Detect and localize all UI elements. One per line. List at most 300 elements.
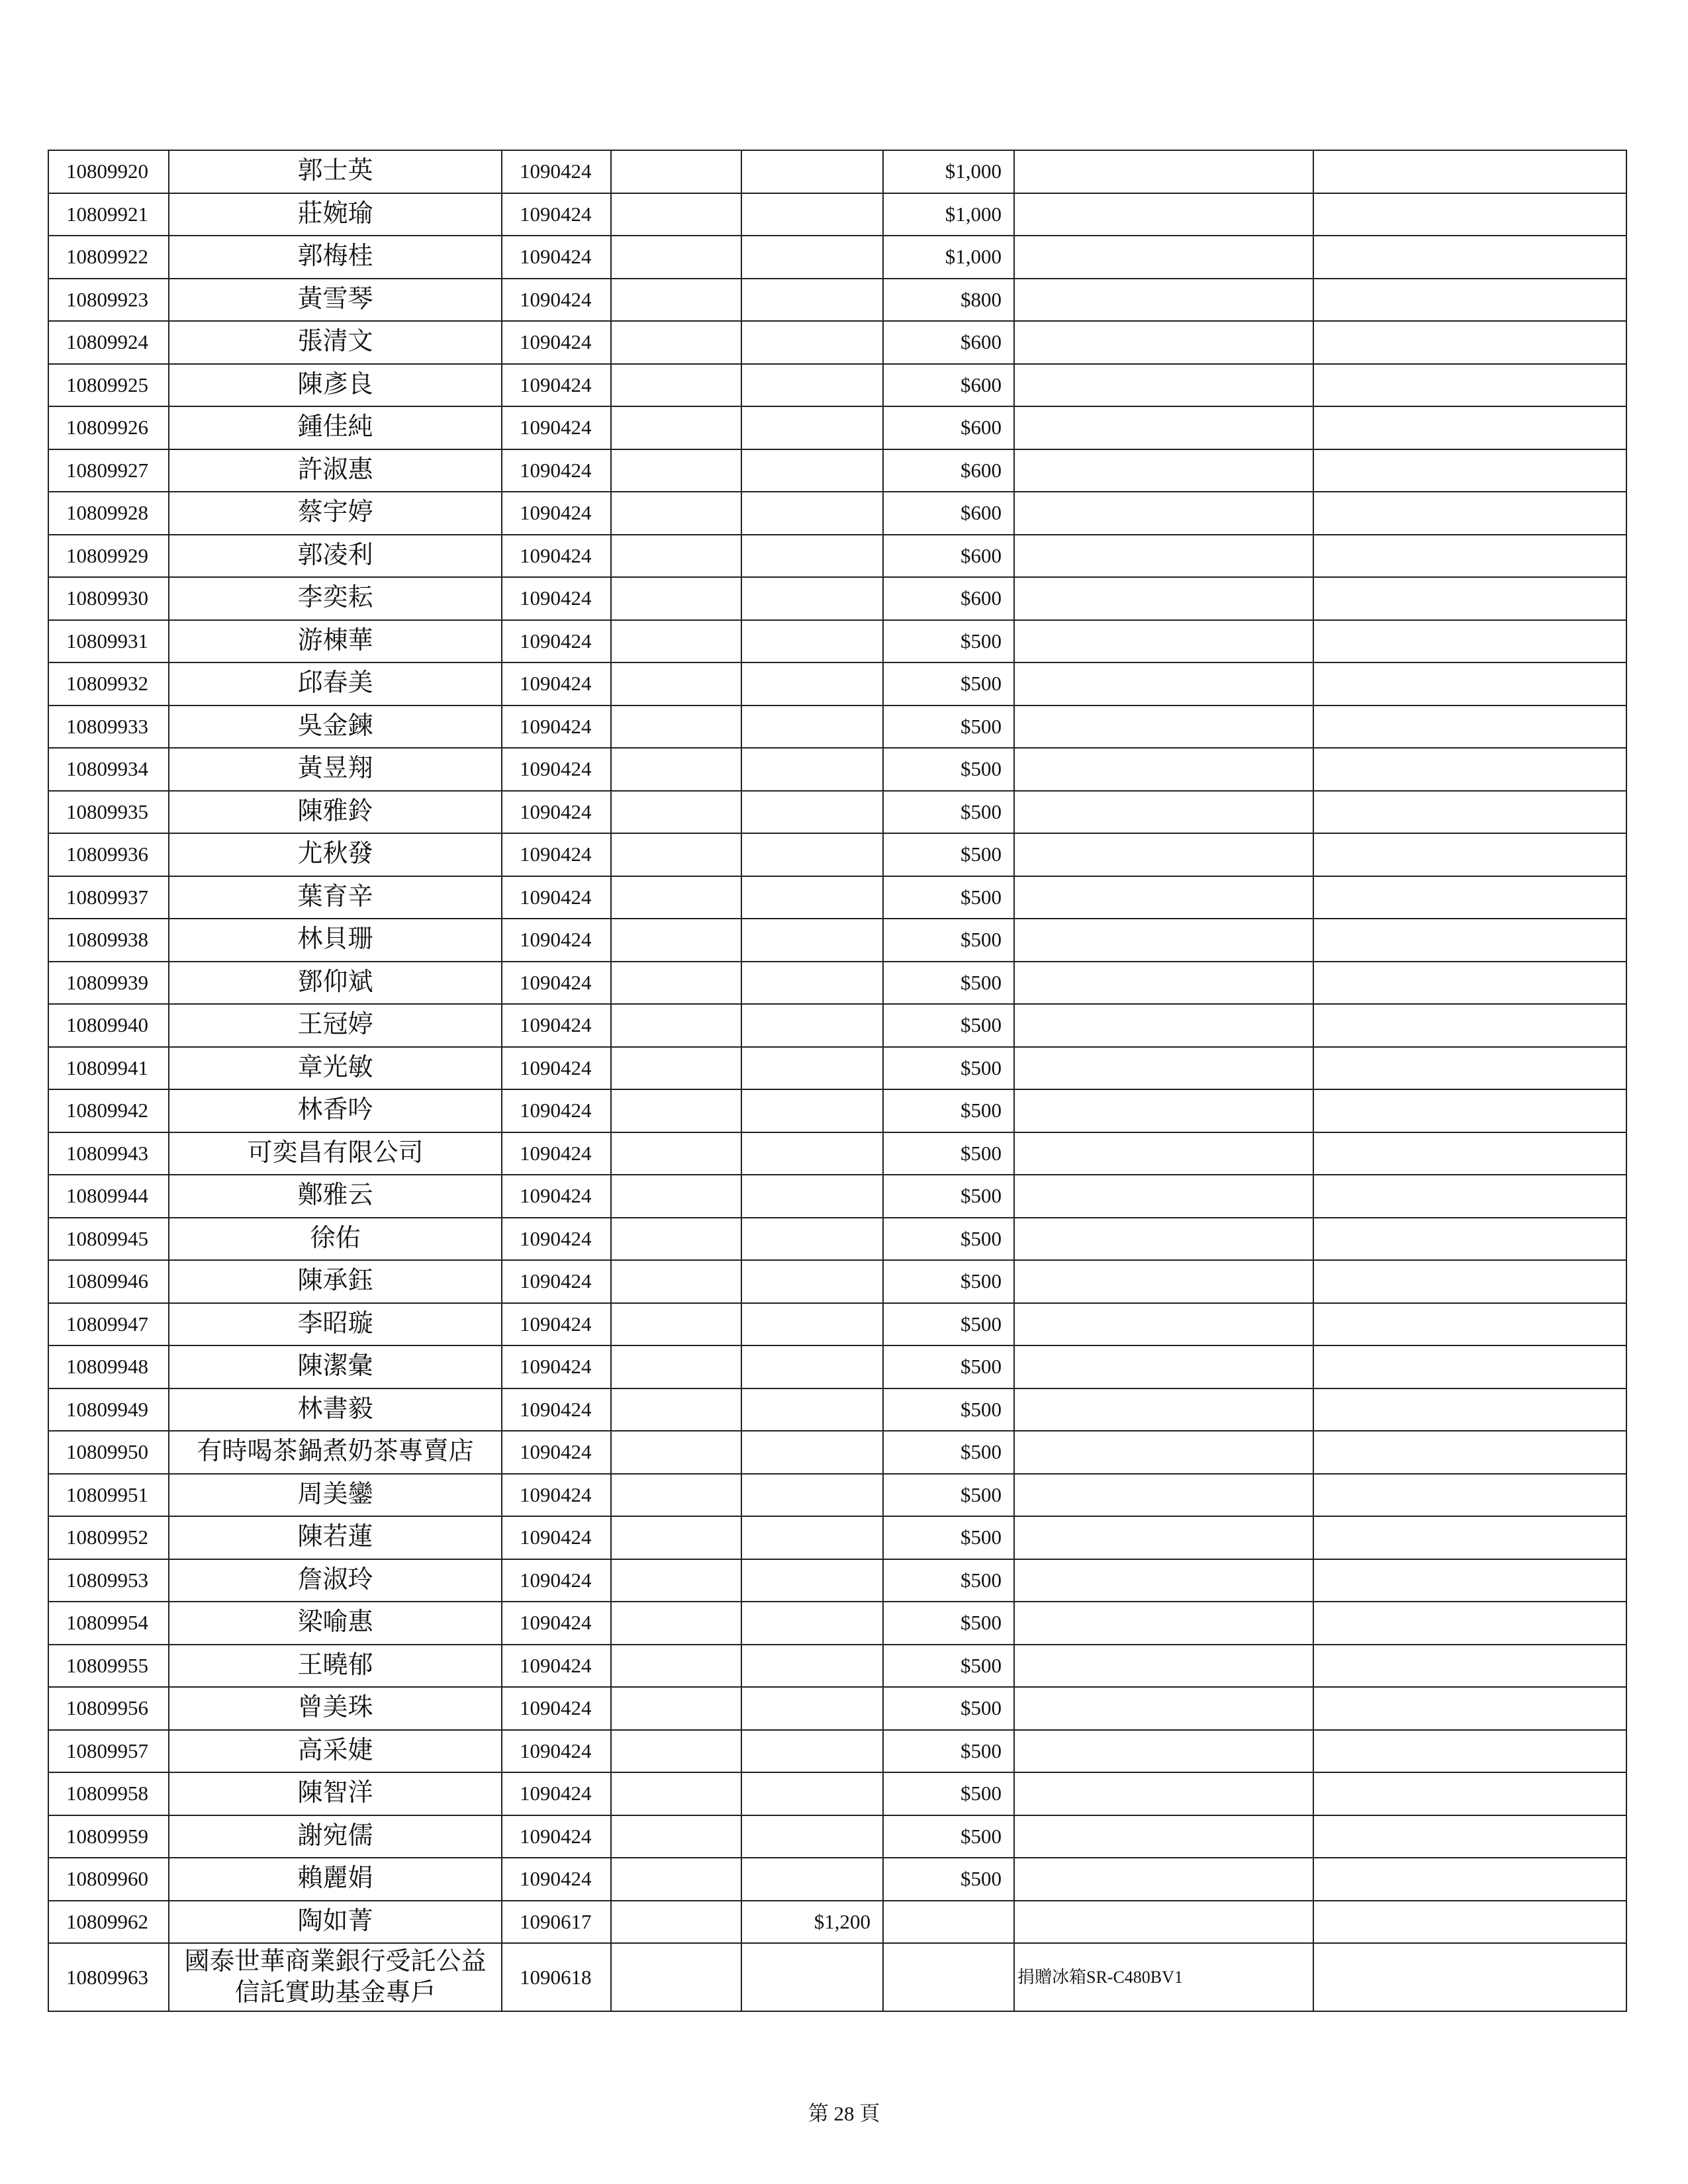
donor-name: 高采婕 — [169, 1730, 502, 1773]
donation-date: 1090424 — [502, 1559, 611, 1602]
empty-cell — [611, 1089, 741, 1132]
donation-date: 1090424 — [502, 705, 611, 749]
donation-date: 1090424 — [502, 577, 611, 620]
empty-cell — [1313, 1218, 1626, 1261]
donor-name: 李奕耘 — [169, 577, 502, 620]
donation-date: 1090424 — [502, 1516, 611, 1559]
donation-date: 1090424 — [502, 193, 611, 236]
empty-cell — [611, 193, 741, 236]
table-row — [48, 1474, 1626, 1517]
empty-cell — [1313, 876, 1626, 919]
empty-cell — [741, 1218, 883, 1261]
receipt-number: 10809955 — [48, 1645, 169, 1688]
empty-cell — [741, 1687, 883, 1730]
table-row — [48, 193, 1626, 236]
donation-date: 1090424 — [502, 1815, 611, 1858]
empty-cell — [611, 1431, 741, 1474]
empty-cell — [741, 876, 883, 919]
donor-name: 蔡宇婷 — [169, 492, 502, 535]
donation-table-wrapper — [48, 150, 1626, 2012]
donor-name: 林香吟 — [169, 1089, 502, 1132]
table-row — [48, 1218, 1626, 1261]
donation-date: 1090618 — [502, 1943, 611, 2011]
empty-cell — [1313, 1730, 1626, 1773]
empty-cell — [1313, 364, 1626, 407]
donation-amount: $500 — [883, 876, 1014, 919]
empty-cell — [1014, 1345, 1313, 1388]
donation-date: 1090424 — [502, 1687, 611, 1730]
empty-cell — [741, 1388, 883, 1432]
donation-amount: $500 — [883, 1772, 1014, 1815]
donation-date: 1090424 — [502, 1132, 611, 1175]
donation-date: 1090424 — [502, 1260, 611, 1303]
empty-cell — [1014, 1730, 1313, 1773]
empty-cell — [611, 1260, 741, 1303]
empty-cell — [1313, 406, 1626, 449]
donation-amount: $600 — [883, 321, 1014, 364]
receipt-number: 10809927 — [48, 449, 169, 492]
donation-date: 1090424 — [502, 748, 611, 791]
empty-cell — [741, 1345, 883, 1388]
empty-cell — [1313, 748, 1626, 791]
empty-cell — [611, 1772, 741, 1815]
receipt-number: 10809940 — [48, 1004, 169, 1047]
empty-cell — [611, 492, 741, 535]
receipt-number: 10809937 — [48, 876, 169, 919]
empty-cell — [1014, 193, 1313, 236]
table-row — [48, 449, 1626, 492]
donor-name: 邱春美 — [169, 662, 502, 705]
donor-name: 周美鑾 — [169, 1474, 502, 1517]
empty-cell — [1014, 577, 1313, 620]
empty-cell — [1313, 1772, 1626, 1815]
empty-cell — [1014, 406, 1313, 449]
empty-cell — [1014, 1687, 1313, 1730]
donation-date: 1090424 — [502, 919, 611, 962]
empty-cell — [1313, 1089, 1626, 1132]
receipt-number: 10809941 — [48, 1047, 169, 1090]
empty-cell — [1014, 1175, 1313, 1218]
donation-table — [48, 150, 1627, 2012]
table-row — [48, 1730, 1626, 1773]
donor-name: 鍾佳純 — [169, 406, 502, 449]
empty-cell — [1014, 919, 1313, 962]
empty-cell — [1014, 1132, 1313, 1175]
empty-cell — [741, 1004, 883, 1047]
donation-amount: $500 — [883, 1132, 1014, 1175]
donation-amount: $500 — [883, 1687, 1014, 1730]
donation-amount: $500 — [883, 1218, 1014, 1261]
empty-cell — [1014, 449, 1313, 492]
donation-amount: $500 — [883, 1815, 1014, 1858]
empty-cell — [611, 705, 741, 749]
donation-amount: $500 — [883, 1089, 1014, 1132]
table-row — [48, 1901, 1626, 1944]
empty-cell — [611, 876, 741, 919]
table-row — [48, 1645, 1626, 1688]
donation-amount: $500 — [883, 1004, 1014, 1047]
donation-date: 1090424 — [502, 1645, 611, 1688]
empty-cell — [741, 962, 883, 1005]
receipt-number: 10809921 — [48, 193, 169, 236]
empty-cell — [611, 1858, 741, 1901]
donation-amount: $600 — [883, 406, 1014, 449]
empty-cell — [741, 236, 883, 279]
donation-date: 1090424 — [502, 1772, 611, 1815]
donor-name: 王冠婷 — [169, 1004, 502, 1047]
empty-cell — [611, 1388, 741, 1432]
empty-cell — [611, 577, 741, 620]
empty-cell — [1014, 1516, 1313, 1559]
empty-cell — [611, 406, 741, 449]
empty-cell — [1313, 1943, 1626, 2011]
table-row — [48, 577, 1626, 620]
receipt-number: 10809947 — [48, 1303, 169, 1346]
donation-date: 1090424 — [502, 1858, 611, 1901]
donation-amount: $500 — [883, 1431, 1014, 1474]
empty-cell — [741, 406, 883, 449]
empty-cell — [1313, 662, 1626, 705]
donor-name: 王曉郁 — [169, 1645, 502, 1688]
empty-cell — [741, 1645, 883, 1688]
empty-cell — [741, 833, 883, 876]
donation-amount: $500 — [883, 1175, 1014, 1218]
donation-date: 1090424 — [502, 791, 611, 834]
empty-cell — [741, 748, 883, 791]
empty-cell — [741, 791, 883, 834]
empty-cell — [611, 364, 741, 407]
empty-cell — [741, 1474, 883, 1517]
donor-name: 可奕昌有限公司 — [169, 1132, 502, 1175]
empty-cell — [1014, 535, 1313, 578]
empty-cell — [1014, 1901, 1313, 1944]
receipt-number: 10809942 — [48, 1089, 169, 1132]
donor-name: 陳潔彙 — [169, 1345, 502, 1388]
donation-amount: $500 — [883, 1602, 1014, 1645]
empty-cell — [611, 748, 741, 791]
table-row — [48, 1431, 1626, 1474]
empty-cell — [1313, 321, 1626, 364]
empty-cell — [1313, 705, 1626, 749]
empty-cell — [611, 620, 741, 663]
receipt-number: 10809923 — [48, 279, 169, 322]
receipt-number: 10809929 — [48, 535, 169, 578]
empty-cell — [741, 1175, 883, 1218]
donation-amount: $500 — [883, 1730, 1014, 1773]
donor-name: 梁喻惠 — [169, 1602, 502, 1645]
table-body — [48, 150, 1626, 2011]
donor-name: 林書毅 — [169, 1388, 502, 1432]
receipt-number: 10809958 — [48, 1772, 169, 1815]
donation-date: 1090424 — [502, 150, 611, 193]
empty-cell — [611, 321, 741, 364]
empty-cell — [1014, 150, 1313, 193]
donor-name: 李昭璇 — [169, 1303, 502, 1346]
receipt-number: 10809920 — [48, 150, 169, 193]
donation-amount: $500 — [883, 1474, 1014, 1517]
empty-cell — [1313, 492, 1626, 535]
donation-date: 1090424 — [502, 962, 611, 1005]
donor-name: 莊婉瑜 — [169, 193, 502, 236]
table-row — [48, 705, 1626, 749]
table-row — [48, 662, 1626, 705]
empty-cell — [611, 791, 741, 834]
receipt-number: 10809946 — [48, 1260, 169, 1303]
empty-cell — [1313, 1004, 1626, 1047]
receipt-number: 10809934 — [48, 748, 169, 791]
donor-name: 許淑惠 — [169, 449, 502, 492]
receipt-number: 10809924 — [48, 321, 169, 364]
empty-cell — [1014, 1218, 1313, 1261]
empty-cell — [611, 1943, 741, 2011]
empty-cell — [1313, 791, 1626, 834]
empty-cell — [1313, 1431, 1626, 1474]
empty-cell — [1014, 236, 1313, 279]
receipt-number: 10809962 — [48, 1901, 169, 1944]
donor-name: 郭士英 — [169, 150, 502, 193]
empty-cell — [1313, 1901, 1626, 1944]
empty-cell — [741, 1132, 883, 1175]
table-row — [48, 1345, 1626, 1388]
donation-date: 1090424 — [502, 279, 611, 322]
table-row — [48, 1175, 1626, 1218]
receipt-number: 10809951 — [48, 1474, 169, 1517]
table-row — [48, 1858, 1626, 1901]
donation-amount: $600 — [883, 535, 1014, 578]
empty-cell — [1014, 1303, 1313, 1346]
empty-cell — [741, 321, 883, 364]
empty-cell — [611, 150, 741, 193]
empty-cell — [741, 1815, 883, 1858]
empty-cell — [1313, 1303, 1626, 1346]
donation-amount: $500 — [883, 1858, 1014, 1901]
empty-cell — [741, 150, 883, 193]
empty-cell — [611, 449, 741, 492]
donation-amount: $500 — [883, 962, 1014, 1005]
empty-cell — [1313, 1047, 1626, 1090]
empty-cell — [741, 1089, 883, 1132]
donor-name: 陳彥良 — [169, 364, 502, 407]
donation-amount: $500 — [883, 1345, 1014, 1388]
donation-amount: $1,000 — [883, 150, 1014, 193]
table-row — [48, 1004, 1626, 1047]
receipt-number: 10809930 — [48, 577, 169, 620]
empty-cell — [1014, 662, 1313, 705]
receipt-number: 10809956 — [48, 1687, 169, 1730]
donation-amount: $500 — [883, 919, 1014, 962]
donor-name: 張清文 — [169, 321, 502, 364]
empty-cell — [1014, 1772, 1313, 1815]
donation-date: 1090424 — [502, 620, 611, 663]
empty-cell — [1014, 876, 1313, 919]
table-row — [48, 1602, 1626, 1645]
receipt-number: 10809954 — [48, 1602, 169, 1645]
donor-name: 尤秋發 — [169, 833, 502, 876]
table-row — [48, 406, 1626, 449]
empty-cell — [611, 1516, 741, 1559]
receipt-number: 10809953 — [48, 1559, 169, 1602]
empty-cell — [741, 1047, 883, 1090]
donor-name: 黃雪琴 — [169, 279, 502, 322]
table-row — [48, 962, 1626, 1005]
donor-name: 林貝珊 — [169, 919, 502, 962]
donation-date: 1090424 — [502, 1047, 611, 1090]
empty-cell — [611, 1901, 741, 1944]
empty-cell — [741, 577, 883, 620]
table-row — [48, 1815, 1626, 1858]
donation-date: 1090424 — [502, 1004, 611, 1047]
donor-name: 游棟華 — [169, 620, 502, 663]
donation-date: 1090424 — [502, 1303, 611, 1346]
donor-name: 陳若蓮 — [169, 1516, 502, 1559]
donor-name: 郭梅桂 — [169, 236, 502, 279]
empty-cell — [1313, 150, 1626, 193]
empty-cell — [741, 1730, 883, 1773]
receipt-number: 10809925 — [48, 364, 169, 407]
empty-cell — [1313, 833, 1626, 876]
empty-cell — [741, 279, 883, 322]
donation-amount: $500 — [883, 1559, 1014, 1602]
table-row — [48, 1687, 1626, 1730]
donation-amount: $500 — [883, 1260, 1014, 1303]
empty-cell — [1313, 1858, 1626, 1901]
table-row — [48, 1089, 1626, 1132]
empty-cell — [611, 1047, 741, 1090]
empty-cell — [611, 535, 741, 578]
empty-cell — [611, 1345, 741, 1388]
empty-cell — [1014, 1388, 1313, 1432]
empty-cell — [1313, 577, 1626, 620]
table-row — [48, 919, 1626, 962]
donation-date: 1090424 — [502, 364, 611, 407]
empty-cell — [1313, 1687, 1626, 1730]
table-row — [48, 876, 1626, 919]
empty-cell — [1014, 1559, 1313, 1602]
empty-cell — [1014, 620, 1313, 663]
empty-cell — [1313, 1474, 1626, 1517]
empty-cell — [1014, 279, 1313, 322]
empty-cell — [611, 1303, 741, 1346]
empty-cell — [741, 535, 883, 578]
empty-cell — [611, 1559, 741, 1602]
empty-cell — [741, 919, 883, 962]
empty-cell — [1313, 1388, 1626, 1432]
empty-cell — [611, 1175, 741, 1218]
empty-cell — [1313, 236, 1626, 279]
donation-date: 1090424 — [502, 1345, 611, 1388]
table-row — [48, 1047, 1626, 1090]
empty-cell — [741, 1516, 883, 1559]
table-row — [48, 364, 1626, 407]
donation-amount: $1,000 — [883, 236, 1014, 279]
empty-cell — [1313, 1175, 1626, 1218]
empty-cell — [741, 449, 883, 492]
donation-date: 1090617 — [502, 1901, 611, 1944]
table-row — [48, 833, 1626, 876]
receipt-number: 10809932 — [48, 662, 169, 705]
empty-cell — [741, 364, 883, 407]
empty-cell — [611, 962, 741, 1005]
table-row — [48, 492, 1626, 535]
empty-cell — [883, 1943, 1014, 2011]
empty-cell — [741, 1772, 883, 1815]
donor-name: 吳金鍊 — [169, 705, 502, 749]
empty-cell — [741, 1559, 883, 1602]
receipt-number: 10809952 — [48, 1516, 169, 1559]
empty-cell — [741, 1303, 883, 1346]
donation-amount: $1,000 — [883, 193, 1014, 236]
empty-cell — [1313, 193, 1626, 236]
receipt-number: 10809938 — [48, 919, 169, 962]
empty-cell — [741, 193, 883, 236]
donation-amount: $500 — [883, 833, 1014, 876]
donation-amount: $500 — [883, 748, 1014, 791]
empty-cell — [1014, 748, 1313, 791]
donor-name: 詹淑玲 — [169, 1559, 502, 1602]
donation-date: 1090424 — [502, 492, 611, 535]
donation-note: 捐贈冰箱SR-C480BV1 — [1014, 1943, 1313, 2011]
empty-cell — [1313, 449, 1626, 492]
empty-cell — [611, 1004, 741, 1047]
empty-cell — [1014, 962, 1313, 1005]
donor-name: 黃昱翔 — [169, 748, 502, 791]
empty-cell — [741, 492, 883, 535]
donation-amount: $800 — [883, 279, 1014, 322]
donor-name: 徐佑 — [169, 1218, 502, 1261]
donation-date: 1090424 — [502, 876, 611, 919]
donation-date: 1090424 — [502, 535, 611, 578]
donor-name: 有時喝茶鍋煮奶茶專賣店 — [169, 1431, 502, 1474]
empty-cell — [741, 1602, 883, 1645]
receipt-number: 10809928 — [48, 492, 169, 535]
empty-cell — [1014, 1260, 1313, 1303]
empty-cell — [1014, 1602, 1313, 1645]
donation-amount: $500 — [883, 620, 1014, 663]
receipt-number: 10809948 — [48, 1345, 169, 1388]
receipt-number: 10809949 — [48, 1388, 169, 1432]
donation-amount: $600 — [883, 364, 1014, 407]
donor-name: 章光敏 — [169, 1047, 502, 1090]
donation-date: 1090424 — [502, 1474, 611, 1517]
receipt-number: 10809939 — [48, 962, 169, 1005]
empty-cell — [611, 919, 741, 962]
empty-cell — [741, 1260, 883, 1303]
table-row — [48, 1943, 1626, 2011]
donation-amount: $600 — [883, 449, 1014, 492]
receipt-number: 10809959 — [48, 1815, 169, 1858]
table-row — [48, 1772, 1626, 1815]
donation-date: 1090424 — [502, 1388, 611, 1432]
empty-cell — [1313, 1815, 1626, 1858]
empty-cell — [741, 1431, 883, 1474]
donation-amount: $600 — [883, 492, 1014, 535]
table-row — [48, 748, 1626, 791]
empty-cell — [611, 1602, 741, 1645]
empty-cell — [1014, 1474, 1313, 1517]
empty-cell — [1014, 1047, 1313, 1090]
donation-date: 1090424 — [502, 1602, 611, 1645]
donation-date: 1090424 — [502, 449, 611, 492]
empty-cell — [1014, 492, 1313, 535]
donation-date: 1090424 — [502, 1175, 611, 1218]
empty-cell — [611, 1645, 741, 1688]
donation-amount: $500 — [883, 1645, 1014, 1688]
empty-cell — [1313, 1345, 1626, 1388]
empty-cell — [1014, 705, 1313, 749]
receipt-number: 10809950 — [48, 1431, 169, 1474]
table-row — [48, 1388, 1626, 1432]
receipt-number: 10809960 — [48, 1858, 169, 1901]
